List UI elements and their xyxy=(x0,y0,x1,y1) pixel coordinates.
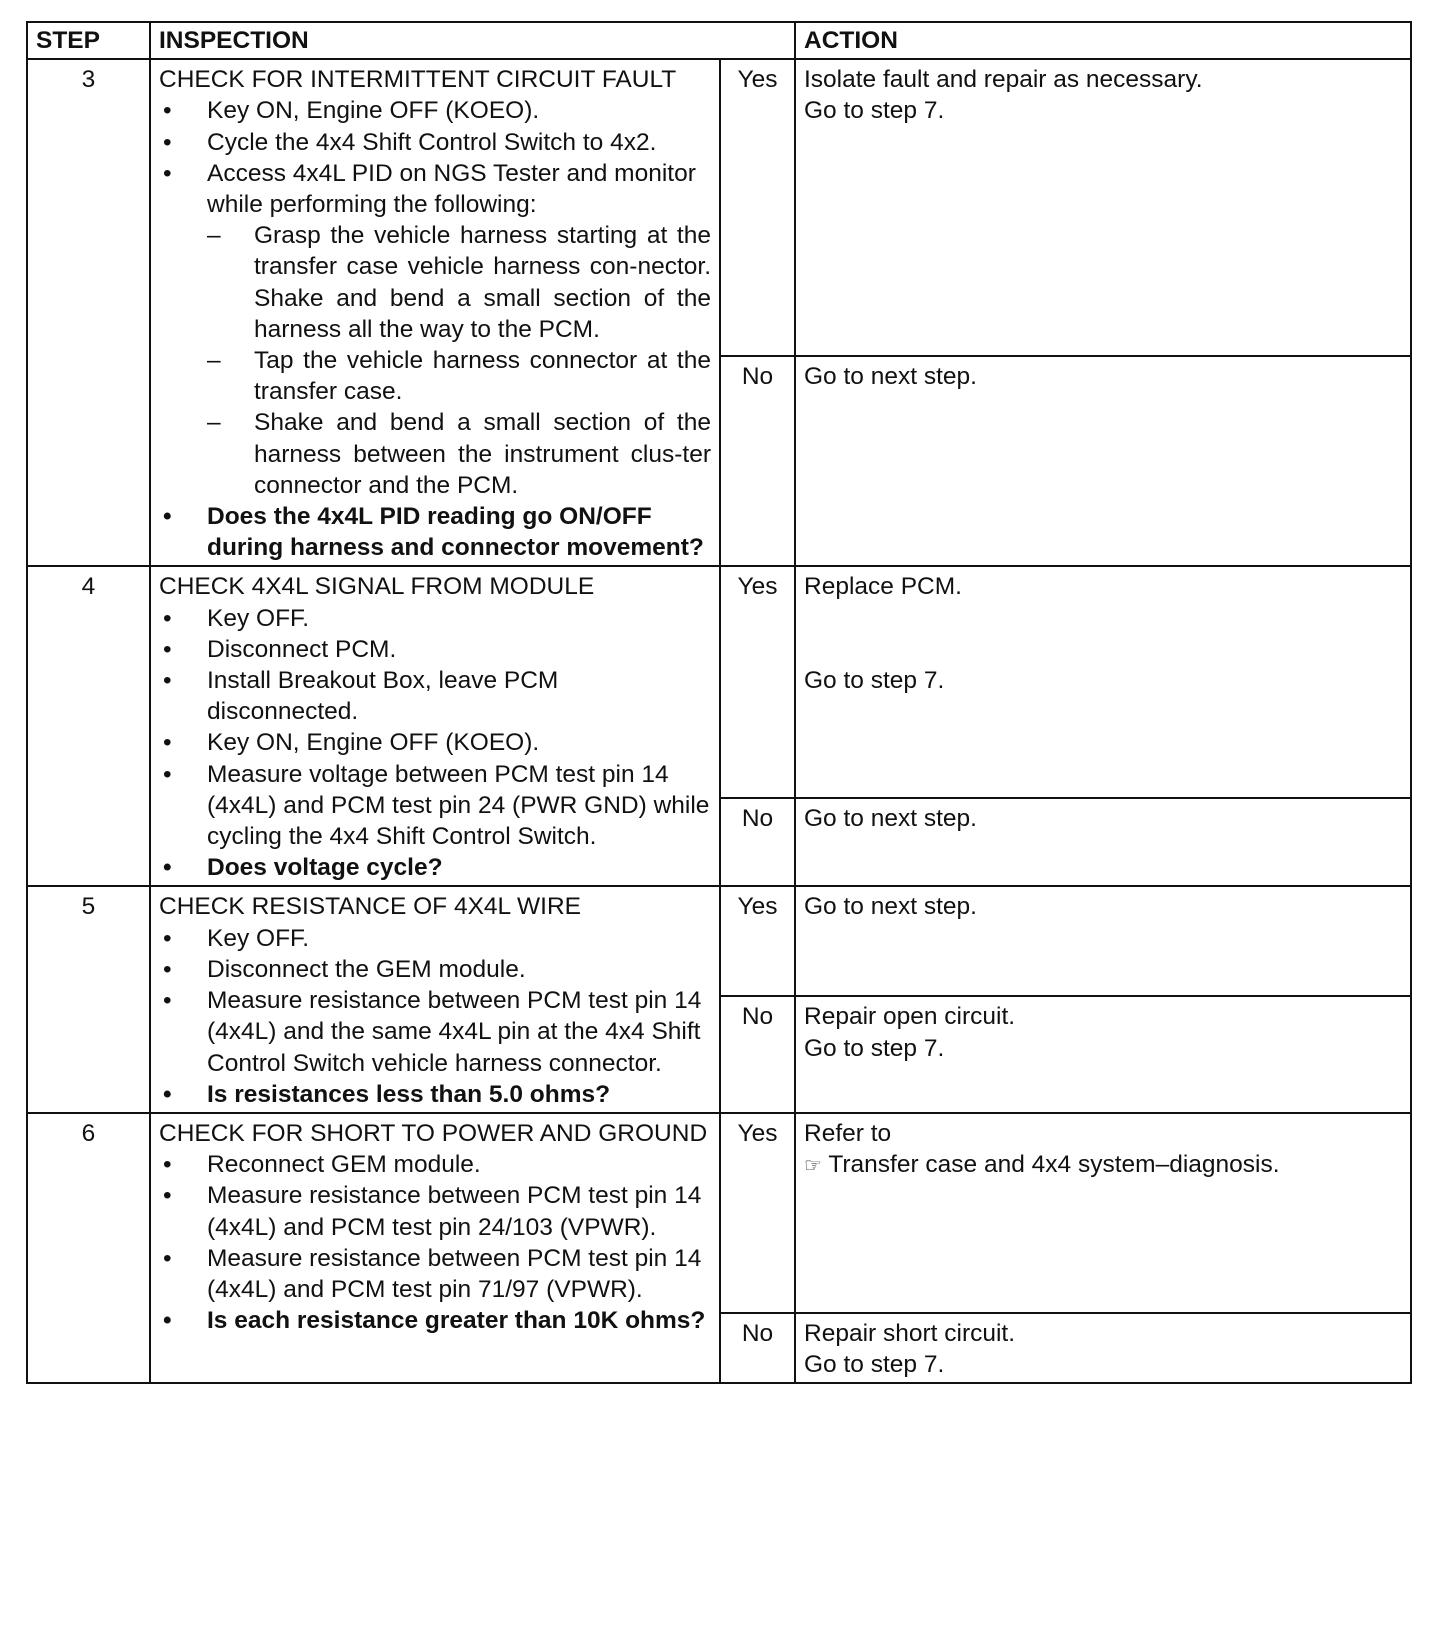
inspection-list xyxy=(159,603,711,884)
step-row-5-yes xyxy=(27,886,1411,996)
inspection-item: • Measure resistance between PCM test pin 14 (4x4L) and PCM test pin 71/97 (VPWR). xyxy=(159,1243,711,1305)
action-line: Repair open circuit. xyxy=(804,1003,1016,1031)
inspection-item: • Measure voltage between PCM test pin 14 (4x4L) and PCM test pin 24 (PWR GND) while cycling the 4x4 Shift Control Switch. xyxy=(159,759,711,853)
inspection-item: • Measure resistance between PCM test pin 14 (4x4L) and PCM test pin 24/103 (VPWR). xyxy=(159,1180,711,1242)
step-header: STEP xyxy=(27,22,150,59)
diagnostic-page xyxy=(26,21,1412,1384)
action-reference[interactable] xyxy=(804,1149,1402,1182)
no-action xyxy=(795,356,1411,566)
action-line: Go to next step. xyxy=(804,805,977,833)
action-line: Go to step 7. xyxy=(804,97,945,125)
action-line: Go to step 7. xyxy=(804,666,945,694)
inspection-list xyxy=(159,1149,711,1336)
inspection-item: • Key OFF. xyxy=(159,923,711,954)
inspection-item: • Install Breakout Box, leave PCM disconnected. xyxy=(159,665,711,727)
inspection-header: INSPECTION xyxy=(150,22,795,59)
inspection-question: • Does voltage cycle? xyxy=(159,852,711,883)
inspection-item-text: Access 4x4L PID on NGS Tester and monitor while performing the following: xyxy=(207,159,696,219)
step-number: 3 xyxy=(27,59,150,566)
step-number: 4 xyxy=(27,566,150,886)
yes-label: Yes xyxy=(720,1113,795,1313)
no-action xyxy=(795,1313,1411,1383)
inspection-item: • Reconnect GEM module. xyxy=(159,1149,711,1180)
diagnostic-table xyxy=(26,21,1412,1384)
action-line: Go to next step. xyxy=(804,363,977,391)
inspection-subitem: – Shake and bend a small section of the harness between the instrument clus-ter connector and the PCM. xyxy=(207,407,711,501)
inspection-cell xyxy=(150,1113,720,1383)
inspection-item: • Key OFF. xyxy=(159,603,711,634)
inspection-question: • Is resistances less than 5.0 ohms? xyxy=(159,1079,711,1110)
inspection-list xyxy=(159,923,711,1110)
action-line: Go to next step. xyxy=(804,893,977,921)
inspection-cell xyxy=(150,59,720,566)
no-action xyxy=(795,996,1411,1112)
inspection-sublist xyxy=(207,220,711,501)
step-number: 5 xyxy=(27,886,150,1112)
spacer xyxy=(804,603,1402,665)
step-row-4-yes xyxy=(27,566,1411,798)
action-line: Go to step 7. xyxy=(804,1034,945,1062)
inspection-cell xyxy=(150,566,720,886)
action-line: Go to step 7. xyxy=(804,1351,945,1379)
inspection-item xyxy=(159,158,711,501)
reference-link-text[interactable]: Transfer case and 4x4 system–diagnosis. xyxy=(828,1151,1280,1179)
no-label: No xyxy=(720,356,795,566)
inspection-title: CHECK RESISTANCE OF 4X4L WIRE xyxy=(159,893,582,921)
inspection-title: CHECK FOR SHORT TO POWER AND GROUND xyxy=(159,1119,708,1147)
action-line: Refer to xyxy=(804,1119,892,1147)
step-row-3-yes xyxy=(27,59,1411,356)
inspection-item: • Cycle the 4x4 Shift Control Switch to 4x2. xyxy=(159,127,711,158)
inspection-subitem: – Tap the vehicle harness connector at the transfer case. xyxy=(207,345,711,407)
inspection-title: CHECK 4X4L SIGNAL FROM MODULE xyxy=(159,573,595,601)
inspection-subitem: – Grasp the vehicle harness starting at the transfer case vehicle harness con-nector. Shake and bend a small section of the harness all the way to the PCM. xyxy=(207,220,711,345)
no-label: No xyxy=(720,798,795,886)
inspection-list xyxy=(159,95,711,563)
inspection-item: • Disconnect the GEM module. xyxy=(159,954,711,985)
inspection-item: • Measure resistance between PCM test pin 14 (4x4L) and the same 4x4L pin at the 4x4 Shift Control Switch vehicle harness connector. xyxy=(159,985,711,1079)
header-row xyxy=(27,22,1411,59)
no-label: No xyxy=(720,996,795,1112)
inspection-item: • Disconnect PCM. xyxy=(159,634,711,665)
pointing-hand-icon: ☞ xyxy=(804,1155,822,1178)
yes-label: Yes xyxy=(720,59,795,356)
yes-label: Yes xyxy=(720,886,795,996)
action-line: Isolate fault and repair as necessary. xyxy=(804,66,1203,94)
no-action xyxy=(795,798,1411,886)
inspection-item: • Key ON, Engine OFF (KOEO). xyxy=(159,727,711,758)
inspection-question: • Is each resistance greater than 10K ohms? xyxy=(159,1305,711,1336)
yes-label: Yes xyxy=(720,566,795,798)
inspection-title: CHECK FOR INTERMITTENT CIRCUIT FAULT xyxy=(159,66,677,94)
inspection-item: • Key ON, Engine OFF (KOEO). xyxy=(159,95,711,126)
action-line: Repair short circuit. xyxy=(804,1319,1016,1347)
yes-action xyxy=(795,566,1411,798)
action-line: Replace PCM. xyxy=(804,573,962,601)
step-row-6-yes xyxy=(27,1113,1411,1313)
yes-action xyxy=(795,59,1411,356)
action-header: ACTION xyxy=(795,22,1411,59)
yes-action xyxy=(795,886,1411,996)
yes-action xyxy=(795,1113,1411,1313)
no-label: No xyxy=(720,1313,795,1383)
inspection-cell xyxy=(150,886,720,1112)
inspection-question: • Does the 4x4L PID reading go ON/OFF during harness and connector movement? xyxy=(159,501,711,563)
step-number: 6 xyxy=(27,1113,150,1383)
